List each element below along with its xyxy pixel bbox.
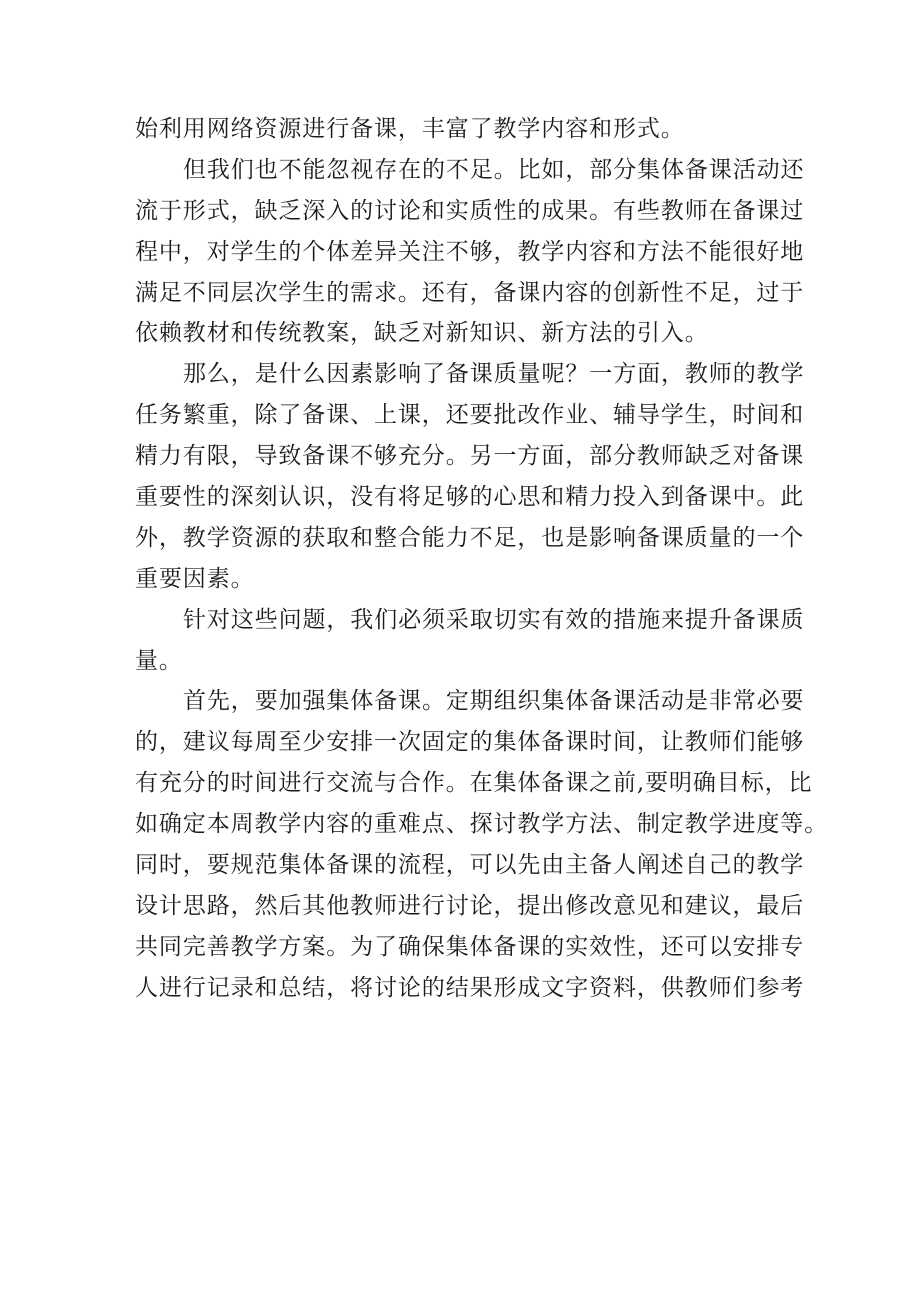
text-line: 共同完善教学方案。为了确保集体备课的实效性，还可以安排专 [135, 933, 805, 960]
text-line: 始利用网络资源进行备课，丰富了教学内容和形式。 [135, 116, 685, 142]
paragraph-start-line: 首先，要加强集体备课。定期组织集体备课活动是非常必要 [183, 688, 805, 715]
text-line: 精力有限，导致备课不够充分。另一方面，部分教师缺乏对备课 [135, 443, 805, 470]
text-line: 量。 [135, 647, 183, 674]
text-line: 有充分的时间进行交流与合作。在集体备课之前,要明确目标，比 [135, 770, 813, 797]
text-line: 程中，对学生的个体差异关注不够，教学内容和方法不能很好地 [135, 238, 805, 265]
text-line: 如确定本周教学内容的重难点、探讨教学方法、制定教学进度等。 [135, 811, 829, 838]
text-line: 流于形式，缺乏深入的讨论和实质性的成果。有些教师在备课过 [135, 197, 805, 224]
text-line: 外，教学资源的获取和整合能力不足，也是影响备课质量的一个 [135, 524, 805, 551]
text-line: 满足不同层次学生的需求。还有，备课内容的创新性不足，过于 [135, 279, 805, 306]
text-line: 同时，要规范集体备课的流程，可以先由主备人阐述自己的教学 [135, 852, 805, 879]
text-line: 的，建议每周至少安排一次固定的集体备课时间，让教师们能够 [135, 729, 805, 756]
document-body [135, 109, 829, 1009]
paragraph-start-line: 针对这些问题，我们必须采取切实有效的措施来提升备课质 [183, 606, 805, 633]
paragraph-start-line: 那么，是什么因素影响了备课质量呢？一方面，教师的教学 [183, 361, 805, 388]
text-line: 重要性的深刻认识，没有将足够的心思和精力投入到备课中。此 [135, 484, 805, 511]
text-line: 依赖教材和传统教案，缺乏对新知识、新方法的引入。 [135, 320, 709, 347]
text-line: 任务繁重，除了备课、上课，还要批改作业、辅导学生，时间和 [135, 402, 805, 429]
text-line: 人进行记录和总结，将讨论的结果形成文字资料，供教师们参考 [135, 974, 805, 1001]
text-line: 设计思路，然后其他教师进行讨论，提出修改意见和建议，最后 [135, 892, 805, 919]
paragraph-start-line: 但我们也不能忽视存在的不足。比如，部分集体备课活动还 [183, 156, 805, 183]
text-line: 重要因素。 [135, 565, 255, 592]
